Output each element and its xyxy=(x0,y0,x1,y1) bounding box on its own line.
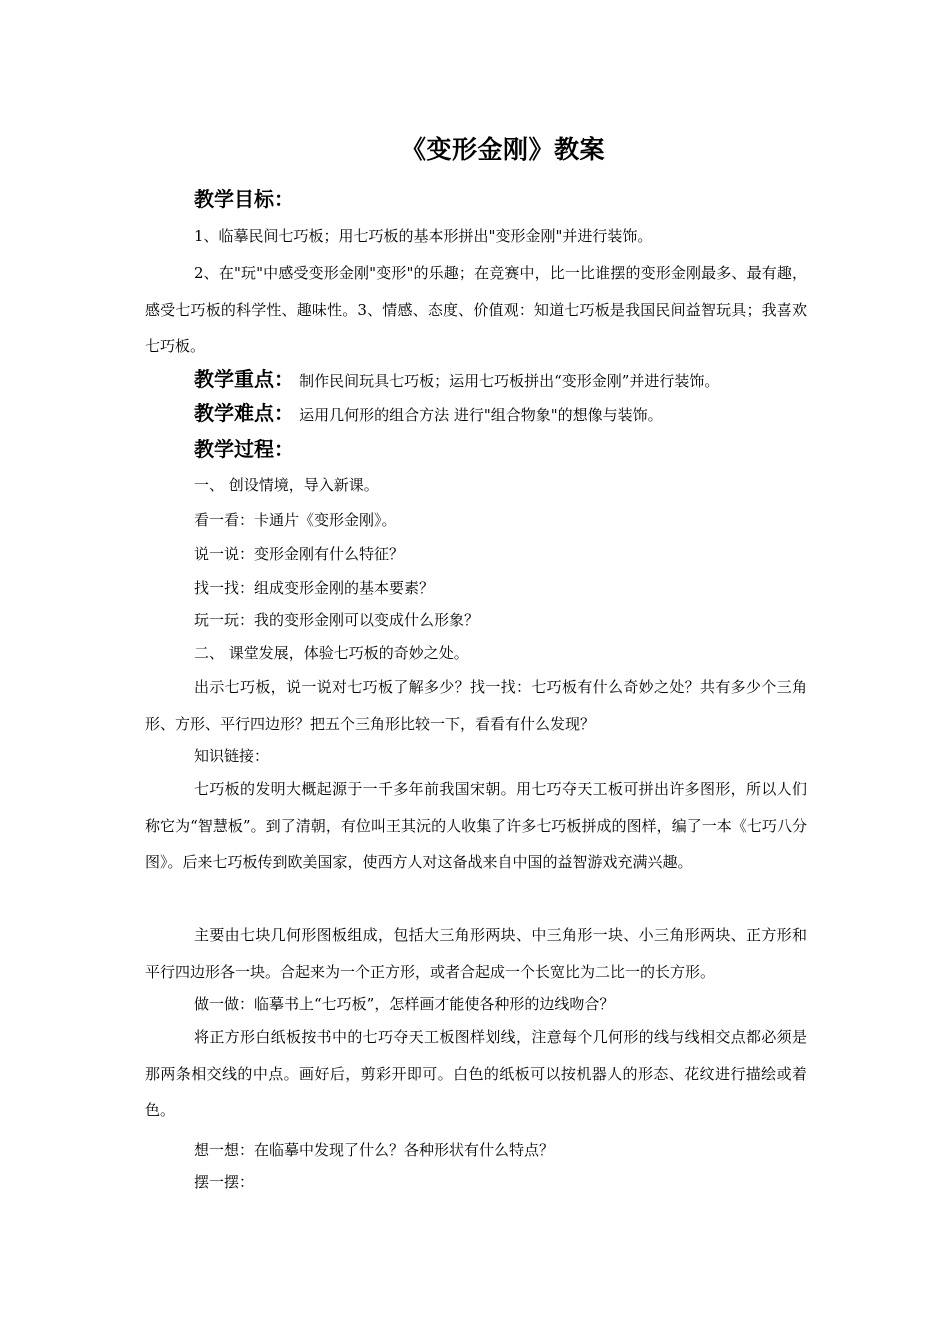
arrange-line: 摆一摆： xyxy=(194,1173,255,1191)
look-line: 看一看：卡通片《变形金刚》。 xyxy=(194,511,397,529)
play-line: 玩一玩：我的变形金刚可以变成什么形象？ xyxy=(194,611,480,629)
step-1: 一、 创设情境，导入新课。 xyxy=(194,476,379,494)
key-points-text: 制作民间玩具七巧板；运用七巧板拼出“变形金刚”并进行装饰。 xyxy=(299,372,720,390)
objectives-heading: 教学目标： xyxy=(194,187,294,211)
instructions-paragraph: 将正方形白纸板按书中的七巧夺天工板图样划线，注意每个几何形的线与线相交点都必须是那两条相交线的中点。画好后，剪彩开即可。白色的纸板可以按机器人的形态、花纹进行描绘或着色。 xyxy=(145,1028,807,1119)
composition-paragraph: 主要由七块几何形图板组成，包括大三角形两块、中三角形一块、小三角形两块、正方形和平行四边形各一块。合起来为一个正方形，或者合起成一个长宽比为二比一的长方形。 xyxy=(145,926,807,981)
process-heading: 教学过程： xyxy=(194,437,294,461)
key-points-line xyxy=(194,364,719,396)
history-paragraph: 七巧板的发明大概起源于一千多年前我国宋朝。用七巧夺天工板可拼出许多图形，所以人们称它为“智慧板”。到了清朝，有位叫王其沅的人收集了许多七巧板拼成的图样，编了一本《七巧八分图》。后来七巧板传到欧美国家，使西方人对这备战来自中国的益智游戏充满兴趣。 xyxy=(145,780,807,871)
think-line: 想一想：在临摹中发现了什么？各种形状有什么特点？ xyxy=(194,1141,555,1159)
objective-2: 2、在"玩"中感受变形金刚"变形"的乐趣；在竞赛中，比一比谁摆的变形金刚最多、最有趣，感受七巧板的科学性、趣味性。3、情感、态度、价值观：知道七巧板是我国民间益智玩具；我喜欢七巧板。 xyxy=(145,264,807,355)
do-line: 做一做：临摹书上“七巧板”，怎样画才能使各种形的边线吻合？ xyxy=(194,995,615,1013)
difficulty-heading: 教学难点： xyxy=(194,401,294,425)
show-paragraph: 出示七巧板，说一说对七巧板了解多少？找一找：七巧板有什么奇妙之处？共有多少个三角形、方形、平行四边形？把五个三角形比较一下，看看有什么发现？ xyxy=(145,678,807,733)
find-line: 找一找：组成变形金刚的基本要素？ xyxy=(194,579,435,597)
difficulty-line xyxy=(194,398,663,430)
say-line: 说一说：变形金刚有什么特征？ xyxy=(194,545,405,563)
knowledge-link: 知识链接： xyxy=(194,747,270,765)
step-2: 二、 课堂发展，体验七巧板的奇妙之处。 xyxy=(194,644,469,662)
page-title: 《变形金刚》教案 xyxy=(400,135,605,164)
key-points-heading: 教学重点： xyxy=(194,367,294,391)
objective-1: 1、临摹民间七巧板；用七巧板的基本形拼出"变形金刚"并进行装饰。 xyxy=(194,227,653,245)
difficulty-text: 运用几何形的组合方法 进行"组合物象"的想像与装饰。 xyxy=(299,406,663,424)
